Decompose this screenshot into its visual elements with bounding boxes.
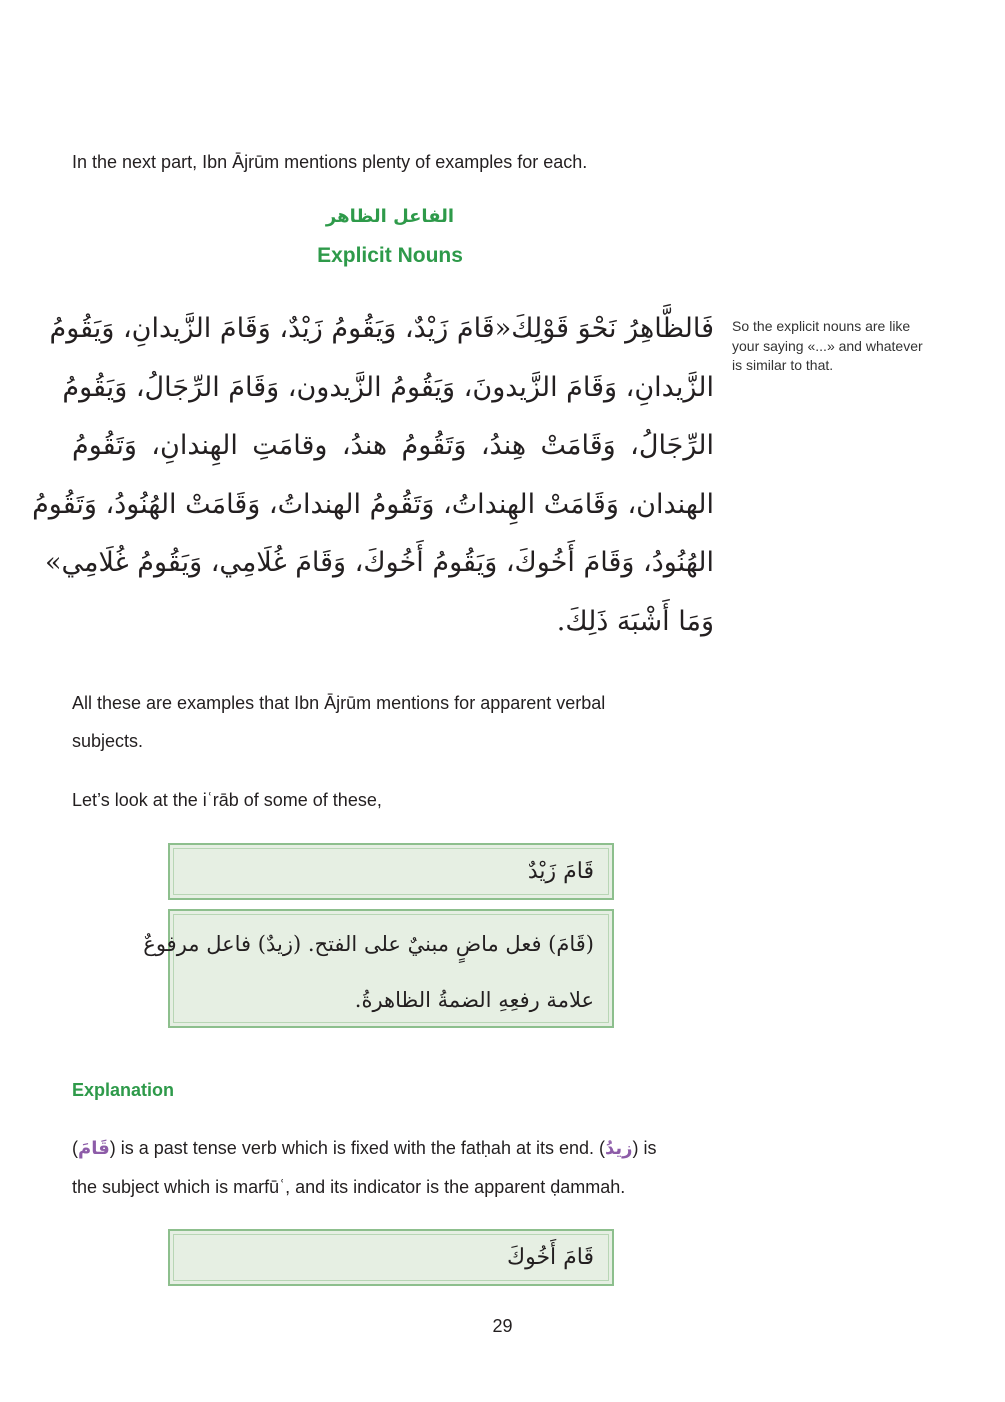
arabic-matn-text: [32, 300, 714, 651]
intro-paragraph: In the next part, Ibn Ājrūm mentions plenty of examples for each.: [72, 152, 588, 172]
highlight-word-zayd: زيدُ: [605, 1138, 633, 1159]
example-arabic: قَامَ أَخُوكَ: [506, 1245, 594, 1270]
matn-line: فَالظَّاهِرُ نَحْوَ قَوْلِكَ«قَامَ زَيْدٌ، وَيَقُومُ زَيْدٌ، وَقَامَ الزَّيدانِ، وَيَقُومُ: [49, 313, 714, 344]
explanation-line-1: [72, 1129, 657, 1168]
example-box-2: [168, 1229, 614, 1286]
irab-box: [143, 909, 614, 1028]
irab-line: (قَامَ) فعل ماضٍ مبنيٌ على الفتح. (زيدٌ) فاعل مرفوعٌ: [143, 932, 594, 956]
matn-line: الرِّجَالُ، وَقَامَتْ هِندُ، وَتَقُومُ هندُ، وقامَتِ الهِندانِ، وَتَقُومُ: [72, 430, 714, 461]
arabic-section-heading: الفاعل الظاهر: [325, 206, 455, 227]
page-number: 29: [492, 1316, 513, 1336]
example-box-1: [168, 843, 614, 900]
paragraph-examples: All these are examples that Ibn Ājrūm mentions for apparent verbal subjects.: [72, 693, 606, 751]
explanation-line-2: the subject which is marfūʿ, and its indicator is the apparent ḍammah.: [72, 1177, 626, 1197]
highlight-word-qaama: قَامَ: [78, 1138, 110, 1159]
irab-line: علامة رفعِهِ الضمةُ الظاهرةُ.: [354, 988, 594, 1012]
matn-line: الهندان، وَقَامَتْ الهِنداتُ، وَتَقُومُ الهنداتُ، وَقَامَتْ الهُنُودُ، وَتَقُومُ: [32, 488, 714, 520]
explanation-heading: Explanation: [72, 1080, 175, 1100]
explanation-text: ) is: [632, 1138, 657, 1158]
explanation-text: ) is a past tense verb which is fixed with the fatḥah at its end. (: [109, 1138, 605, 1158]
paren: (: [72, 1138, 78, 1158]
side-note-translation: So the explicit nouns are like your saying «...» and whatever is similar to that.: [732, 318, 923, 373]
example-arabic: قَامَ زَيْدٌ: [527, 859, 594, 884]
section-heading: Explicit Nouns: [317, 244, 463, 267]
matn-line: الهُنُودُ، وَقَامَ أَخُوكَ، وَيَقُومُ أَخُوكَ، وَقَامَ غُلَامِي، وَيَقُومُ غُلَامِي»: [44, 547, 714, 578]
matn-line: وَمَا أَشْبَهَ ذَلِكَ.: [556, 605, 714, 637]
matn-line: الزَّيدانِ، وَقَامَ الزَّيدونَ، وَيَقُومُ الزَّيدون، وَقَامَ الرِّجَالُ، وَيَقُومُ: [62, 371, 714, 403]
paragraph-irab-intro: Let’s look at the iʿrāb of some of these,: [72, 790, 382, 810]
